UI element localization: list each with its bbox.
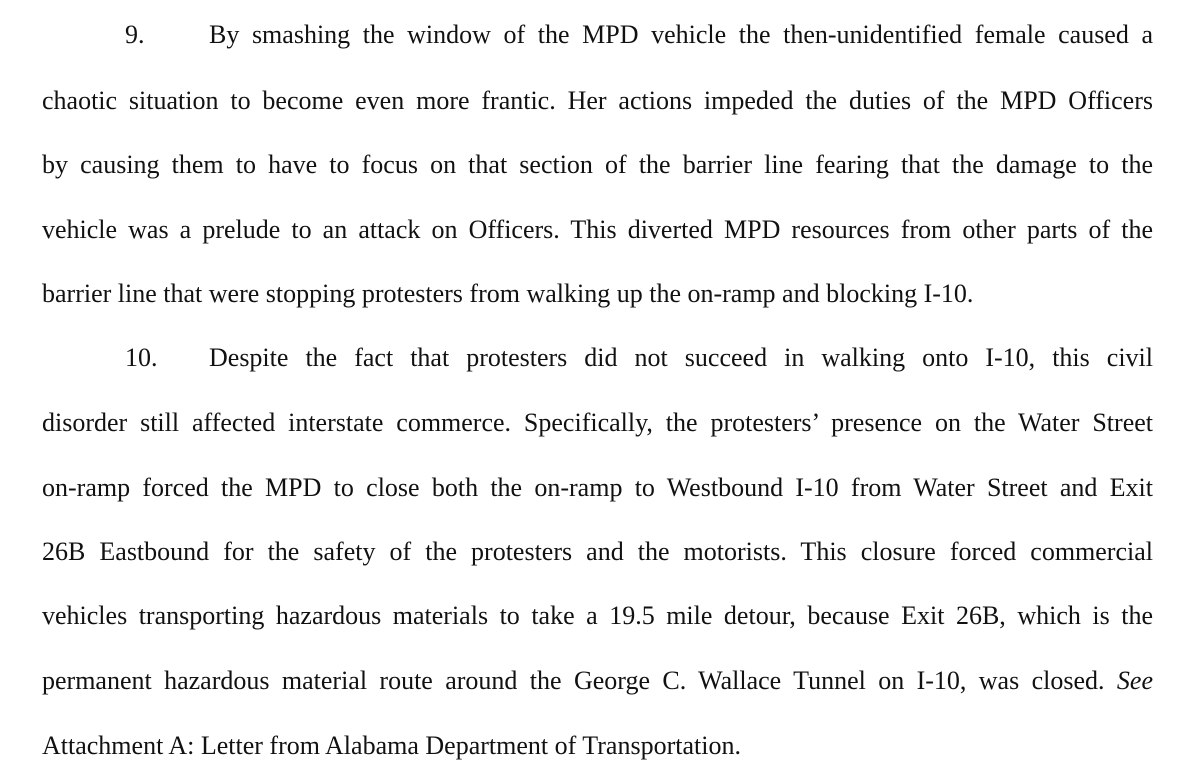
paragraph-10-line-4: 26B Eastbound for the safety of the protesters and the motorists. This closure forced commercial — [42, 537, 1153, 566]
paragraph-10-line-7: Attachment A: Letter from Alabama Department of Transportation. — [42, 731, 741, 760]
paragraph-10-text: Despite the fact that protesters did not succeed in walking onto I-10, this civil — [209, 343, 1153, 372]
paragraph-9-line-3: by causing them to have to focus on that section of the barrier line fearing that the damage to the — [42, 150, 1153, 179]
paragraph-10-number: 10. — [125, 343, 158, 372]
paragraph-9-text: By smashing the window of the MPD vehicle the then-unidentified female caused a — [209, 20, 1153, 49]
paragraph-10-line-6 — [42, 661, 1153, 701]
paragraph-10-line-5: vehicles transporting hazardous materials to take a 19.5 mile detour, because Exit 26B, which is the — [42, 601, 1153, 630]
paragraph-9-line-2: chaotic situation to become even more frantic. Her actions impeded the duties of the MPD Officers — [42, 86, 1153, 115]
see-signal: See — [1116, 666, 1153, 695]
paragraph-10-line-1 — [125, 338, 1153, 378]
paragraph-9-line-1 — [125, 15, 1153, 55]
paragraph-10-line-6-text: permanent hazardous material route around the George C. Wallace Tunnel on I-10, was closed. — [42, 666, 1105, 695]
paragraph-9-line-5: barrier line that were stopping protesters from walking up the on-ramp and blocking I-10. — [42, 279, 974, 308]
paragraph-9-line-4: vehicle was a prelude to an attack on Officers. This diverted MPD resources from other parts of the — [42, 215, 1153, 244]
paragraph-9-number: 9. — [125, 20, 145, 49]
paragraph-10-line-2: disorder still affected interstate commerce. Specifically, the protesters’ presence on the Water Street — [42, 408, 1153, 437]
paragraph-10-line-3: on-ramp forced the MPD to close both the on-ramp to Westbound I-10 from Water Street and Exit — [42, 473, 1153, 502]
